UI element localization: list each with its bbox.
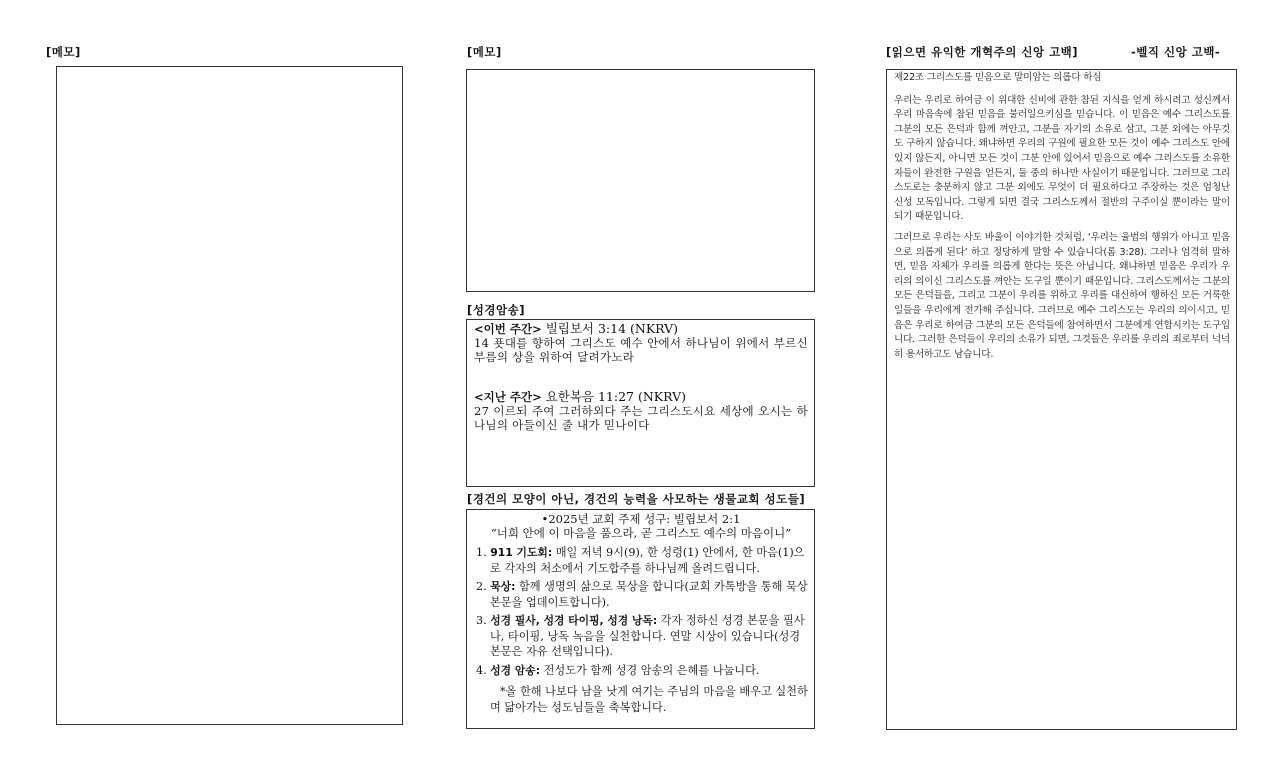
item-text: 매일 저녁 9시(9), 한 성령(1) 안에서, 한 마음(1)으로 각자의 처소에서 기도합주를 하나님께 올려드립니다.	[490, 546, 805, 575]
verse-header: [성경암송]	[467, 303, 525, 317]
church-item	[474, 545, 808, 576]
item-number: 3.	[476, 614, 487, 627]
verse-box	[466, 319, 815, 487]
theme-quote: “너희 안에 이 마음을 품으라, 곧 그리스도 예수의 마음이니”	[490, 526, 792, 540]
confession-box	[886, 69, 1237, 730]
item-number: 2.	[476, 580, 487, 593]
this-week-ref: 빌립보서 3:14 (NKRV)	[545, 321, 679, 336]
this-week-label: <이번 주간>	[474, 322, 542, 336]
church-header: [경건의 모양이 아닌, 경건의 능력을 사모하는 생물교회 성도들]	[467, 492, 806, 506]
item-text: 전성도가 함께 성경 암송의 은혜를 나눕니다.	[543, 663, 760, 677]
memo-box-left[interactable]	[56, 66, 403, 725]
church-note: *올 한해 나보다 남을 낫게 여기는 주님의 마음을 배우고 실천하며 닮아가는 성도님들을 축복합니다.	[490, 685, 808, 714]
item-title: 묵상:	[490, 580, 516, 593]
last-week-title	[474, 390, 808, 404]
last-week-text: 27 이르되 주여 그러하외다 주는 그리스도시요 세상에 오시는 하나님의 아들이신 줄 내가 믿나이다	[474, 404, 808, 432]
item-title: 성경 필사, 성경 타이핑, 성경 낭독:	[490, 614, 658, 627]
church-item	[474, 579, 808, 610]
confession-header: [읽으면 유익한 개혁주의 신앙 고백]	[886, 45, 1079, 59]
church-item	[474, 663, 808, 679]
church-box	[466, 509, 815, 729]
confession-header-right: -벨직 신앙 고백-	[1131, 45, 1221, 59]
church-item	[474, 613, 808, 660]
memo-header-left: [메모]	[46, 45, 81, 59]
memo-box-middle[interactable]	[466, 69, 815, 292]
memo-header-middle: [메모]	[467, 45, 502, 59]
item-title: 성경 암송:	[490, 663, 541, 677]
theme-title: •2025년 교회 주제 성구: 빌립보서 2:1	[541, 512, 741, 526]
this-week-title	[474, 322, 808, 336]
article-title: 제22조 그리스도를 믿음으로 말미암는 의롭다 하심	[894, 72, 1102, 83]
this-week-text: 14 푯대를 향하여 그리스도 예수 안에서 하나님이 위에서 부르신 부름의 상을 위하여 달려가노라	[474, 336, 808, 364]
item-text: 각자 정하신 성경 본문을 필사나, 타이핑, 낭독 녹음을 실천합니다. 연말 시상이 있습니다(성경 본문은 자유 선택입니다).	[490, 614, 805, 658]
item-number: 4.	[476, 663, 487, 677]
last-week-label: <지난 주간>	[474, 390, 542, 404]
item-title: 911 기도회:	[490, 546, 553, 559]
last-week-ref: 요한복음 11:27 (NKRV)	[545, 389, 686, 404]
item-number: 1.	[476, 546, 487, 559]
item-text: 함께 생명의 삶으로 묵상을 합니다(교회 카톡방을 통해 묵상 본문을 업데이트합니다).	[490, 580, 808, 609]
confession-paragraph: 우리는 우리로 하여금 이 위대한 신비에 관한 참된 지식을 얻게 하시려고 성신께서 우리 마음속에 참된 믿음을 불러일으키심을 믿습니다. 이 믿음은 예수 그리스도를 그분의 모든 은덕과 함께 껴안고, 그분을 자기의 소유로 삼고, 그분 외에는 아무것도 구하지 않습니다. 왜냐하면 우리의 구원에 필요한 모든 것이 예수 그리스도 안에 있지 않든지, 아니면 모든 것이 그분 안에 있어서 믿음으로 예수 그리스도를 소유한 자들이 완전한 구원을 얻든지, 둘 중의 하나만 사실이기 때문입니다. 그러므로 그리스도로는 충분하지 않고 그분 외에도 무엇이 더 필요하다고 주장하는 것은 엄청난 신성 모독입니다. 그렇게 되면 결국 그리스도께서 절반의 구주이실 뿐이라는 말이 되기 때문입니다.	[894, 94, 1230, 223]
confession-paragraph: 그러므로 우리는 사도 바울이 이야기한 것처럼, ‘우리는 율법의 행위가 아니고 믿음으로 의롭게 된다’ 하고 정당하게 말할 수 있습니다(롬 3:28). 그러나 엄격히 말하면, 믿음 자체가 우리를 의롭게 한다는 뜻은 아닙니다. 왜냐하면 믿음은 우리가 우리의 의이신 그리스도를 껴안는 도구일 뿐이기 때문입니다. 그리스도께서는 그분의 모든 은덕들을, 그리고 그분이 우리를 위하고 우리를 대신하여 행하신 모든 거룩한 일들을 우리에게 전가해 주십니다. 그러므로 예수 그리스도는 우리의 의이시고, 믿음은 우리로 하여금 그분의 모든 은덕들에 참여하면서 그분에게 연합시키는 도구입니다. 그러한 은덕들이 우리의 소유가 되면, 그것들은 우리를 우리의 죄로부터 넉넉히 용서하고도 남습니다.	[894, 231, 1230, 360]
